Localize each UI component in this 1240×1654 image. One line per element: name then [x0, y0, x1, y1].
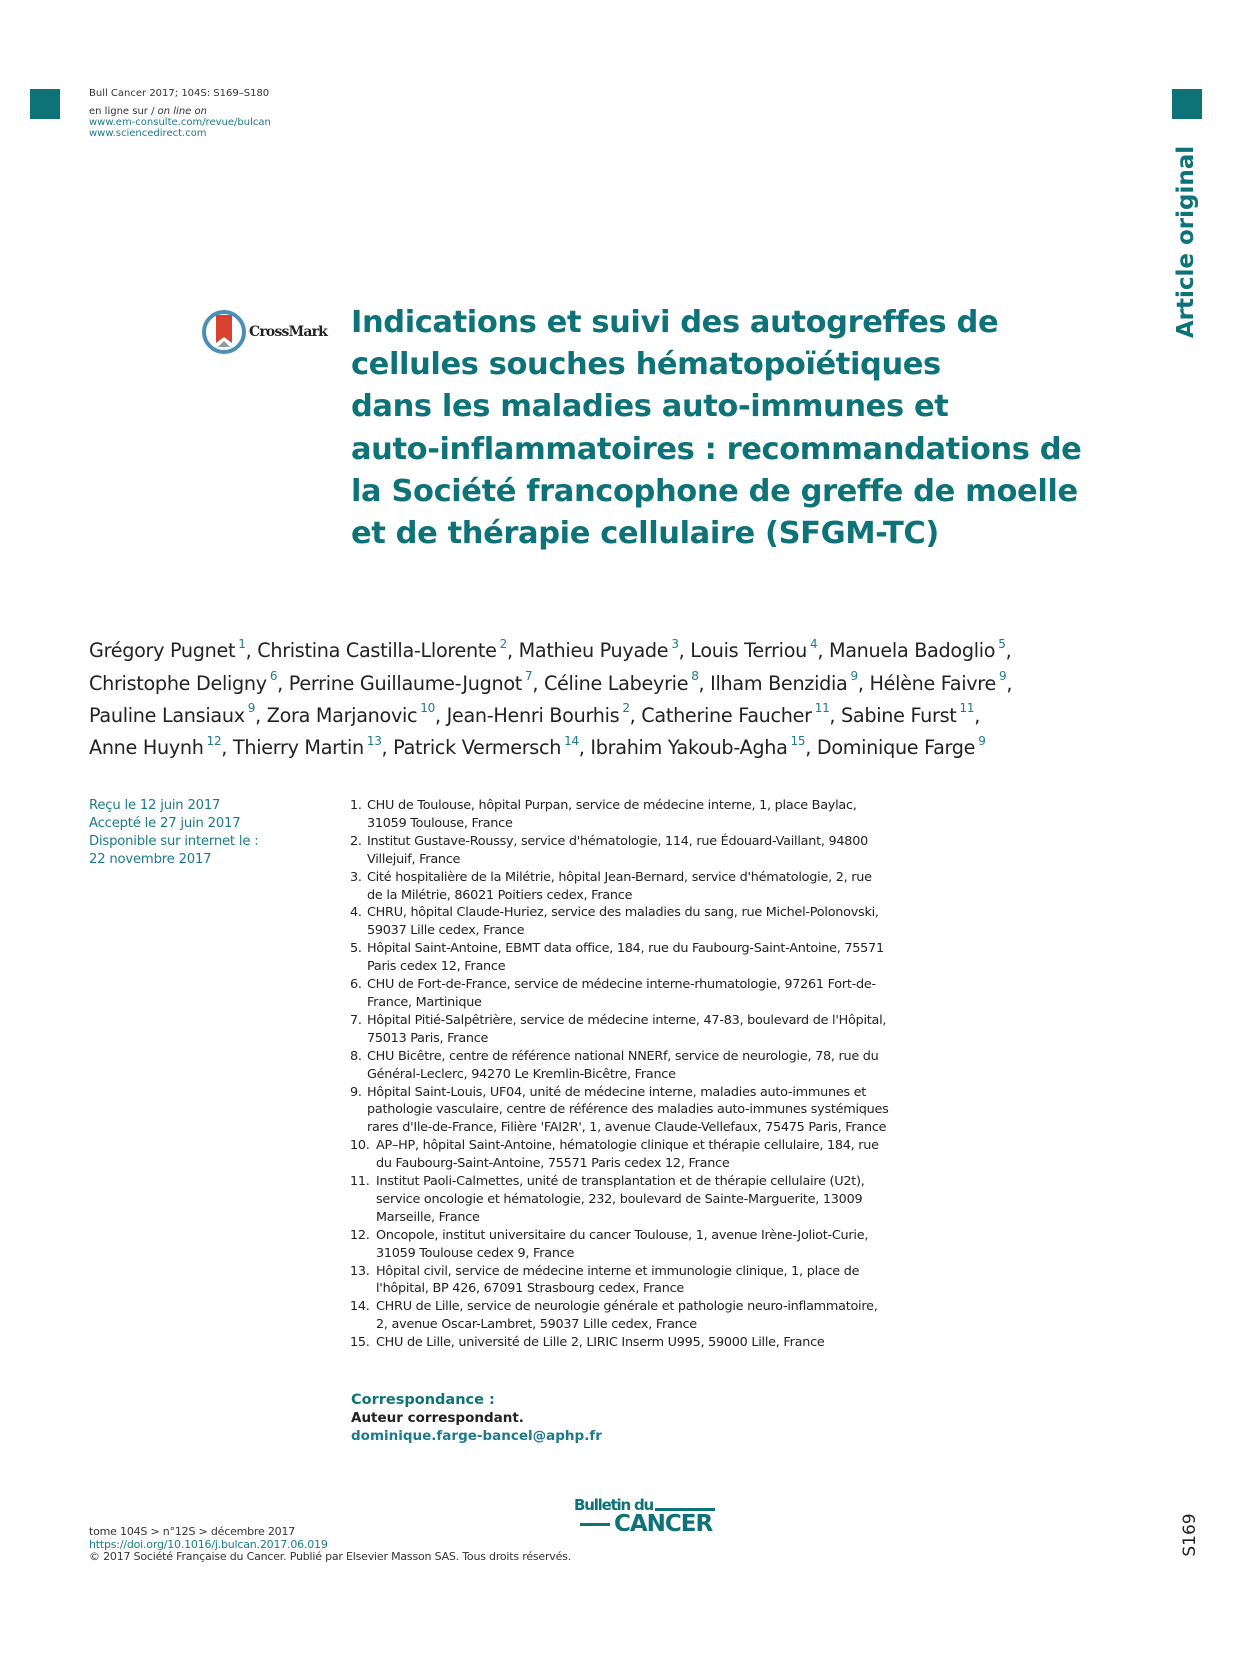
- journal-marker-left: [30, 89, 60, 119]
- article-type-label: Article original: [1173, 145, 1199, 339]
- separator: ,: [221, 735, 228, 759]
- author-name: Perrine Guillaume-Jugnot: [288, 671, 522, 695]
- affiliation-item: [350, 1263, 890, 1299]
- separator: ,: [578, 735, 585, 759]
- journal-marker-right: [1172, 89, 1202, 119]
- separator: ,: [277, 671, 283, 695]
- affiliation-ref[interactable]: 11: [814, 701, 830, 716]
- affiliation-ref[interactable]: 2: [499, 637, 507, 651]
- affiliation-ref[interactable]: 7: [524, 669, 533, 684]
- affiliation-ref[interactable]: 9: [978, 733, 986, 748]
- author-name: Mathieu Puyade: [518, 639, 669, 663]
- online-label: [89, 106, 271, 117]
- affiliation-text: CHRU de Lille, service de neurologie générale et pathologie neuro-inflammatoire, 2, avenue Oscar-Lambret, 59037 Lille cedex, France: [376, 1299, 878, 1333]
- separator: ,: [698, 671, 705, 695]
- author-name: Ibrahim Yakoub-Agha: [590, 735, 788, 759]
- logo-row-2: [580, 1511, 712, 1537]
- affiliation-ref[interactable]: 4: [810, 637, 818, 651]
- author: [288, 669, 539, 695]
- copyright: © 2017 Société Française du Cancer. Publié par Elsevier Masson SAS. Tous droits réservés.: [89, 1550, 572, 1563]
- corresponding-email-link[interactable]: dominique.farge-bancel@aphp.fr: [351, 1428, 602, 1444]
- affiliation-number: 9.: [350, 1084, 362, 1100]
- affiliation-text: CHU de Lille, université de Lille 2, LIRIC Inserm U995, 59000 Lille, France: [376, 1335, 825, 1351]
- author-name: Ilham Benzidia: [710, 671, 848, 695]
- separator: ,: [678, 639, 685, 663]
- affiliation-number: 1.: [350, 798, 362, 813]
- page-footer: [89, 1526, 571, 1564]
- affiliation-text: Oncopole, institut universitaire du cancer Toulouse, 1, avenue Irène-Joliot-Curie, 31059 Toulouse cedex 9, France: [376, 1227, 869, 1261]
- affiliation-ref[interactable]: 13: [366, 733, 382, 748]
- affiliation-number: 15.: [350, 1335, 370, 1351]
- affiliation-ref[interactable]: 9: [850, 669, 858, 684]
- online-label-fr: en ligne sur /: [89, 106, 158, 117]
- separator: ,: [1006, 671, 1013, 695]
- title-line: la Société francophone de greffe de moelle: [351, 473, 1078, 509]
- affiliation-item: [350, 1227, 890, 1263]
- affiliation-text: Institut Paoli-Calmettes, unité de transplantation et de thérapie cellulaire (U2t), service oncologie et hématologie, 232, boulevard de Sainte-Marguerite, 13009 Marseille, France: [376, 1174, 865, 1225]
- separator: ,: [817, 639, 824, 663]
- article-dates: [89, 797, 258, 869]
- affiliation-ref[interactable]: 12: [206, 733, 222, 748]
- affiliation-ref[interactable]: 15: [790, 733, 806, 748]
- page-number-label: S169: [1180, 1513, 1200, 1557]
- affiliation-ref[interactable]: 5: [998, 637, 1006, 651]
- crossmark-badge[interactable]: [201, 309, 327, 355]
- author-name: Hélène Faivre: [869, 671, 996, 695]
- separator: ,: [507, 639, 513, 663]
- affiliation-item: [350, 1137, 890, 1173]
- affiliation-number: 13.: [350, 1263, 370, 1279]
- separator: ,: [434, 703, 441, 727]
- bulletin-du-cancer-logo: [574, 1496, 734, 1546]
- separator: ,: [805, 735, 812, 759]
- separator: ,: [255, 703, 261, 727]
- affiliation-number: 5.: [350, 941, 362, 957]
- author-name: Sabine Furst: [841, 703, 957, 727]
- separator: ,: [857, 671, 864, 695]
- affiliation-item: [350, 833, 890, 869]
- received-date: Reçu le 12 juin 2017: [89, 798, 221, 813]
- affiliation-text: Hôpital Saint-Louis, UF04, unité de médecine interne, maladies auto-immunes et pathologie vasculaire, centre de référence des maladies auto-immunes systémiques rares d'Ile-de-France, Filière 'FAI2R', 1, avenue Claude-Vellefaux, 75475 Paris, France: [367, 1084, 889, 1136]
- affiliation-number: 12.: [350, 1227, 370, 1243]
- affiliation-item: [350, 869, 890, 905]
- author-list: [89, 633, 1129, 762]
- author: [89, 701, 261, 727]
- author: [89, 669, 283, 695]
- separator: ,: [532, 671, 539, 695]
- accepted-date: Accepté le 27 juin 2017: [89, 816, 241, 831]
- author-name: Jean-Henri Bourhis: [446, 703, 620, 727]
- citation: Bull Cancer 2017; 104S: S169–S180: [89, 88, 270, 99]
- sciencedirect-link[interactable]: www.sciencedirect.com: [89, 128, 207, 139]
- affiliation-text: Hôpital Saint-Antoine, EBMT data office, 184, rue du Faubourg-Saint-Antoine, 75571 Paris cedex 12, France: [367, 941, 884, 975]
- separator: ,: [829, 703, 836, 727]
- affiliation-ref[interactable]: 2: [622, 701, 630, 716]
- author-name: Pauline Lansiaux: [89, 703, 245, 727]
- author-name: Christina Castilla-Llorente: [257, 639, 497, 663]
- crossmark-label: CrossMark: [249, 324, 328, 340]
- author-name: Céline Labeyrie: [543, 671, 689, 695]
- article-title: [351, 302, 1091, 555]
- affiliation-ref[interactable]: 14: [564, 733, 579, 748]
- separator: ,: [974, 703, 980, 727]
- affiliation-list: [350, 797, 890, 1352]
- author: [829, 639, 1011, 662]
- affiliation-item: [350, 904, 890, 940]
- author: [710, 669, 864, 695]
- author-name: Grégory Pugnet: [89, 639, 236, 663]
- affiliation-ref[interactable]: 6: [269, 669, 278, 684]
- affiliation-item: [350, 797, 890, 833]
- affiliation-text: AP–HP, hôpital Saint-Antoine, hématologie clinique et thérapie cellulaire, 184, rue du Faubourg-Saint-Antoine, 75571 Paris cedex 12, France: [376, 1138, 879, 1172]
- author: [641, 701, 836, 727]
- affiliation-ref[interactable]: 9: [247, 701, 256, 716]
- author: [393, 733, 585, 759]
- separator: ,: [1005, 639, 1012, 663]
- author-name: Zora Marjanovic: [266, 703, 418, 727]
- author-name: Louis Terriou: [690, 639, 807, 663]
- affiliation-ref[interactable]: 3: [671, 637, 679, 651]
- affiliation-number: 6.: [350, 977, 362, 993]
- author: [89, 639, 251, 662]
- author: [590, 733, 812, 759]
- affiliation-ref[interactable]: 8: [691, 669, 699, 684]
- author-name: Patrick Vermersch: [393, 735, 562, 759]
- author: [841, 701, 980, 727]
- affiliation-text: Hôpital civil, service de médecine interne et immunologie clinique, 1, place de l'hôpital, BP 426, 67091 Strasbourg cedex, France: [376, 1263, 860, 1297]
- author: [543, 669, 705, 695]
- journal-info: [89, 88, 271, 139]
- title-line: Indications et suivi des autogreffes de: [351, 305, 999, 340]
- article-type: [1160, 145, 1212, 339]
- online-label-en: on line on: [157, 106, 207, 117]
- available-date: 22 novembre 2017: [89, 852, 212, 867]
- affiliation-item: [350, 1048, 890, 1084]
- affiliation-number: 10.: [350, 1138, 370, 1154]
- em-consulte-link[interactable]: www.em-consulte.com/revue/bulcan: [89, 117, 271, 128]
- separator: ,: [629, 703, 636, 727]
- affiliation-item: [350, 1084, 890, 1138]
- affiliation-ref[interactable]: 1: [238, 637, 246, 651]
- affiliation-ref[interactable]: 9: [998, 669, 1007, 684]
- correspondence-heading: Correspondance :: [351, 1392, 495, 1408]
- affiliation-number: 2.: [350, 833, 362, 849]
- title-line: et de thérapie cellulaire (SFGM-TC): [351, 516, 939, 552]
- affiliation-text: CHU de Toulouse, hôpital Purpan, service de médecine interne, 1, place Baylac, 31059 Toulouse, France: [367, 798, 857, 831]
- title-line: cellules souches hématopoïétiques: [351, 347, 941, 383]
- affiliation-number: 4.: [350, 905, 362, 921]
- logo-text-line1: Bulletin du: [574, 1496, 653, 1514]
- separator: ,: [245, 639, 252, 663]
- affiliation-item: [350, 940, 890, 976]
- affiliation-text: CHU Bicêtre, centre de référence national NNERf, service de neurologie, 78, rue du Général-Leclerc, 94270 Le Kremlin-Bicêtre, France: [367, 1048, 879, 1082]
- affiliation-text: Hôpital Pitié-Salpêtrière, service de médecine interne, 47-83, boulevard de l'Hôpital, 75013 Paris, France: [367, 1012, 887, 1046]
- author-name: Manuela Badoglio: [828, 639, 996, 663]
- correspondence: [351, 1391, 602, 1445]
- affiliation-item: [350, 1173, 890, 1227]
- doi-link[interactable]: https://doi.org/10.1016/j.bulcan.2017.06.019: [89, 1537, 328, 1551]
- logo-rule: [580, 1523, 610, 1526]
- affiliation-text: CHRU, hôpital Claude-Huriez, service des maladies du sang, rue Michel-Polonovski, 59037 Lille cedex, France: [367, 905, 879, 939]
- separator: ,: [381, 735, 388, 759]
- title-line: auto-inflammatoires : recommandations de: [351, 431, 1082, 467]
- author-name: Thierry Martin: [232, 735, 364, 759]
- author-name: Christophe Deligny: [89, 671, 267, 695]
- affiliation-ref[interactable]: 10: [420, 701, 435, 716]
- author: [446, 701, 636, 727]
- author: [89, 733, 228, 759]
- affiliation-item: [350, 1298, 890, 1334]
- affiliation-number: 8.: [350, 1048, 362, 1064]
- crossmark-icon: [201, 309, 247, 355]
- title-line: dans les maladies auto-immunes et: [351, 389, 949, 425]
- author: [257, 639, 513, 662]
- affiliation-text: CHU de Fort-de-France, service de médecine interne-rhumatologie, 97261 Fort-de-France, Martinique: [367, 977, 876, 1010]
- logo-text-line2: CANCER: [614, 1511, 713, 1537]
- author: [816, 733, 986, 759]
- author: [519, 639, 685, 662]
- corresponding-author-note: Auteur correspondant.: [351, 1410, 524, 1426]
- affiliation-item: [350, 1334, 890, 1352]
- issue-info: tome 104S > n°12S > décembre 2017: [89, 1525, 296, 1538]
- author-name: Dominique Farge: [816, 735, 976, 759]
- author-name: Catherine Faucher: [641, 703, 812, 727]
- page-number: [1175, 1510, 1205, 1560]
- affiliation-number: 7.: [350, 1012, 362, 1028]
- author-name: Anne Huynh: [89, 735, 204, 759]
- author: [869, 669, 1013, 695]
- affiliation-ref[interactable]: 11: [959, 701, 975, 716]
- available-label: Disponible sur internet le :: [89, 834, 259, 849]
- affiliation-text: Institut Gustave-Roussy, service d'hématologie, 114, rue Édouard-Vaillant, 94800 Villejuif, France: [367, 833, 868, 867]
- author: [266, 701, 441, 727]
- author: [690, 639, 823, 662]
- affiliation-number: 11.: [350, 1174, 370, 1190]
- affiliation-item: [350, 1012, 890, 1048]
- affiliation-text: Cité hospitalière de la Milétrie, hôpital Jean-Bernard, service d'hématologie, 2, rue de la Milétrie, 86021 Poitiers cedex, France: [367, 869, 872, 903]
- affiliation-number: 3.: [350, 869, 362, 885]
- author: [232, 733, 388, 759]
- affiliation-item: [350, 976, 890, 1012]
- affiliation-number: 14.: [350, 1299, 370, 1315]
